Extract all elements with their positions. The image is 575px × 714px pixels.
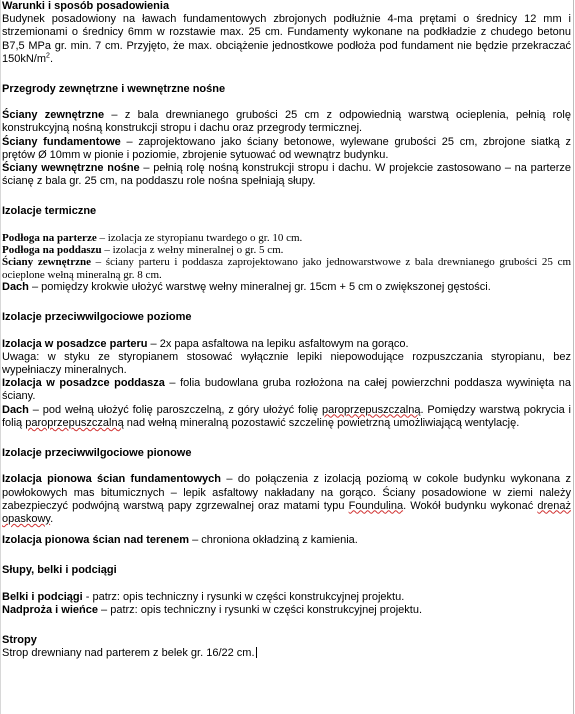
section-horizontal-damp-proofing — [2, 311, 571, 430]
paragraph-internal-walls: Ściany wewnętrzne nośne – pełnią rolę nośną konstrukcji stropu i dachu. W projekcie zastosowano – na parterze ścianę z bala gr. 25 cm, na poddaszu role nośna spełniają słupy. — [2, 162, 571, 188]
paragraph-external-walls: Ściany zewnętrzne – z bala drewnianego grubości 25 cm z odpowiednią warstwą ocieplenia, pełnią rolę konstrukcyjną nośną konstrukcji stropu i dachu oraz przegrody termicznej. — [2, 109, 571, 135]
spelling-flagged-word[interactable]: Foundulina — [348, 499, 404, 512]
paragraph-ground-floor-damp: Izolacja w posadzce parteru – 2x papa asfaltowa na lepiku asfaltowym na gorąco. — [2, 337, 409, 350]
paragraph-note: Uwaga: w styku ze styropianem stosować wyłącznie lepiki niepowodujące rozpuszczania styropianu, bez wypełniaczy mineralnych. — [2, 350, 571, 377]
paragraph-ceilings: Strop drewniany nad parterem z belek gr. 16/22 cm. — [2, 647, 255, 660]
spelling-flagged-word[interactable]: drenaż opaskowy — [2, 499, 572, 525]
paragraph-roof-insulation: Dach – pomiędzy krokwie ułożyć warstwę wełny mineralnej gr. 15cm + 5 cm o zwiększonej gęstości. — [2, 281, 491, 294]
page-left-edge — [0, 0, 1, 714]
paragraph-ground-floor: Podłoga na parterze – izolacja ze styropianu twardego o gr. 10 cm. — [2, 231, 303, 244]
paragraph-walls-above-ground: Izolacja pionowa ścian nad terenem – chroniona okładziną z kamienia. — [2, 534, 358, 547]
paragraph-lintels: Nadproża i wieńce – patrz: opis techniczny i rysunki w części konstrukcyjnej projektu. — [2, 603, 423, 616]
heading-ceilings: Stropy — [2, 633, 37, 646]
section-vertical-damp-proofing — [2, 447, 571, 547]
section-walls — [2, 83, 571, 188]
heading-vertical-damp-proofing: Izolacje przeciwwilgociowe pionowe — [2, 447, 192, 460]
text-cursor — [256, 647, 257, 658]
paragraph-external-walls-insulation: Ściany zewnętrzne – ściany parteru i poddasza zaprojektowano jako jednowarstwowe z bala drewnianego grubości 25 cm ocieplone wełną mineralną gr. 8 cm. — [2, 256, 572, 281]
paragraph-attic-damp: Izolacja w posadzce poddasza – folia budowlana gruba rozłożona na całej powierzchni poddasza wywinięta na ściany. — [2, 377, 571, 403]
page-right-edge — [573, 0, 574, 714]
paragraph-roof-damp: Dach – pod wełną ułożyć folię paroszczelną, z góry ułożyć folię paroprzepuszczalną. Pomiędzy warstwą pokrycia i folią paroprzepuszczalną nad wełną mineralną pozostawić szczelinę powietrzną umożliwiającą wentylację. — [2, 403, 571, 429]
heading-foundation: Warunki i sposób posadowienia — [2, 0, 170, 12]
spelling-flagged-word[interactable]: paroprzepuszczalną — [322, 403, 421, 416]
spelling-flagged-word[interactable]: paroprzepuszczalną — [25, 416, 124, 429]
heading-walls: Przegrody zewnętrzne i wewnętrzne nośne — [2, 83, 226, 96]
paragraph-foundation: Budynek posadowiony na ławach fundamentowych zbrojonych podłużnie 4-ma prętami o średnicy 12 mm i strzemionami o średnicy 6mm w rozstawie max. 25 cm. Fundamenty wykonane na podkładzie z chudego betonu B7,5 MPa gr. min. 7 cm. Przyjęto, że max. obciążenie jednostkowe podłoża pod fundament nie będzie przekraczać $150kN/m^2$. — [2, 13, 571, 65]
section-foundation — [2, 0, 571, 66]
section-thermal-insulation — [2, 205, 571, 294]
paragraph-foundation-walls: Ściany fundamentowe – zaprojektowano jako ściany betonowe, wylewane grubości 25 cm, zbrojone siatką z prętów Ø 10mm w pionie i poziomie, zbrojenie sytuować od wewnątrz budynku. — [2, 135, 571, 161]
section-columns-beams — [2, 564, 571, 617]
heading-columns-beams: Słupy, belki i podciągi — [2, 564, 117, 577]
paragraph-beams: Belki i podciągi - patrz: opis techniczny i rysunki w części konstrukcyjnej projektu. — [2, 590, 405, 603]
paragraph-attic-floor: Podłoga na poddaszu – izolacja z wełny mineralnej o gr. 5 cm. — [2, 244, 284, 257]
heading-thermal-insulation: Izolacje termiczne — [2, 205, 97, 218]
paragraph-foundation-walls-damp: Izolacja pionowa ścian fundamentowych – do połączenia z izolacją poziomą w cokole budynku wykonana z powłokowych mas bitumicznych – lepik asfaltowy nakładany na gorąco. Ściany posadowione w ziemi należy zabezpieczyć podwójną warstwą papy zgrzewalnej oraz matami typu Foundulina. Wokół budynku wykonać drenaż opaskowy. — [2, 473, 572, 525]
heading-horizontal-damp-proofing: Izolacje przeciwwilgociowe poziome — [2, 311, 192, 324]
section-ceilings — [2, 634, 571, 660]
